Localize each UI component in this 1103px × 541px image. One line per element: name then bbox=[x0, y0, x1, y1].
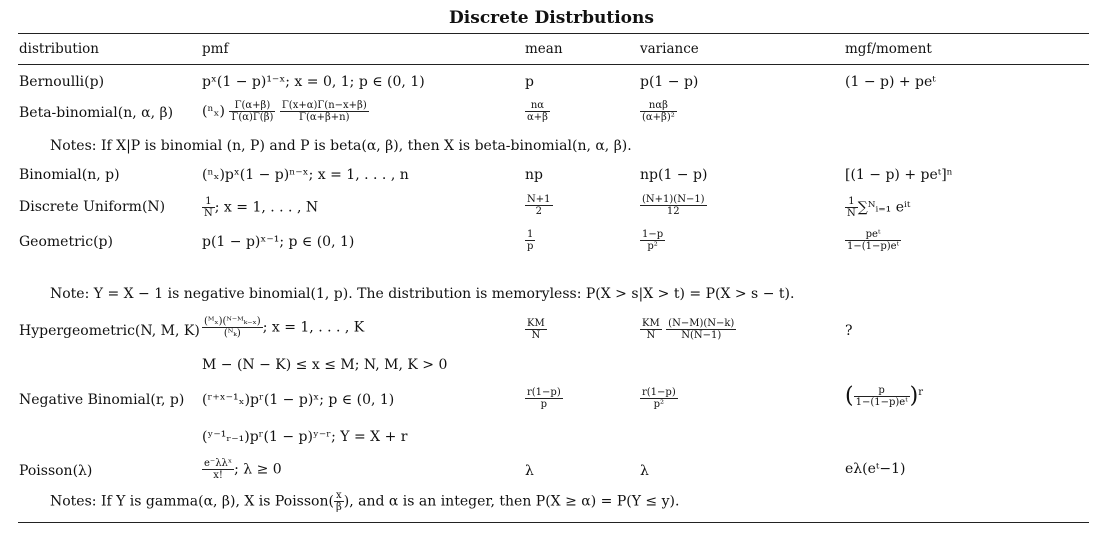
row-negbinomial-mean: $\frac{r(1-p)}{p}$ bbox=[527, 387, 561, 410]
row-bernoulli-mean: p bbox=[525, 74, 534, 90]
header-pmf: pmf bbox=[202, 41, 229, 57]
row-binomial-pmf: (ⁿₓ)pˣ(1 − p)ⁿ⁻ˣ; x = 1, . . . , n bbox=[202, 167, 409, 183]
header-distribution: distribution bbox=[19, 41, 99, 57]
pmf-fraction-2: $\frac{\Gamma(x+\alpha)\Gamma(n-x+\beta)}{\Gamma(\alpha+\beta+n)}$ bbox=[281, 100, 367, 123]
row-geometric-mean: $\frac{1}{p}$ bbox=[527, 229, 534, 252]
row-negbinomial-mgf: ( $\frac{p}{\text{1−(1−p)eᵗ}}$ )$^r$ bbox=[845, 383, 924, 409]
note-geometric: Note: Y = X − 1 is negative binomial(1, p). The distribution is memoryless: P(X > s|X > t) = P(X > s − t). bbox=[50, 286, 795, 302]
row-geometric-pmf: p(1 − p)ˣ⁻¹; p ∈ (0, 1) bbox=[202, 234, 355, 250]
header-mean: mean bbox=[525, 41, 563, 57]
pmf-fraction-1: $\frac{\Gamma(\alpha+\beta)}{\Gamma(\alpha)\Gamma(\beta)}$ bbox=[231, 100, 274, 123]
row-uniform-variance: $\frac{(N+1)(N-1)}{12}$ bbox=[642, 194, 705, 217]
row-hypergeometric-mean: $\frac{KM}{N}$ bbox=[527, 318, 545, 341]
row-poisson-mgf: eλ(eᵗ−1) bbox=[845, 461, 906, 477]
row-binomial-mean: np bbox=[525, 167, 543, 183]
bottom-rule bbox=[18, 522, 1089, 523]
row-betabinomial-mean: $\frac{n\alpha}{\alpha+\beta}$ bbox=[527, 100, 548, 123]
row-negbinomial-variance: $\frac{r(1-p)}{\text{p²}}$ bbox=[642, 387, 676, 410]
row-poisson-variance: λ bbox=[640, 463, 649, 479]
top-rule bbox=[18, 33, 1089, 34]
row-binomial-name: Binomial(n, p) bbox=[19, 167, 120, 183]
row-hypergeometric-name: Hypergeometric(N, M, K) bbox=[19, 323, 200, 339]
row-hypergeometric-mgf: ? bbox=[845, 323, 853, 339]
row-hypergeometric-variance: $\frac{KM}{N}$ $\frac{(N-M)(N-k)}{N(N-1)}$ bbox=[642, 318, 735, 341]
row-poisson-mean: λ bbox=[525, 463, 534, 479]
row-bernoulli-name: Bernoulli(p) bbox=[19, 74, 105, 90]
row-uniform-pmf: $\frac{1}{N}$ ; x = 1, . . . , N bbox=[204, 196, 319, 219]
header-rule bbox=[18, 64, 1089, 65]
row-geometric-mgf: $\frac{\text{peᵗ}}{\text{1−(1−p)eᵗ}}$ bbox=[847, 229, 900, 252]
row-geometric-variance: $\frac{1-p}{\text{p²}}$ bbox=[642, 229, 664, 252]
header-variance: variance bbox=[640, 41, 699, 57]
note-betabinomial: Notes: If X|P is binomial (n, P) and P is beta(α, β), then X is beta-binomial(n, α, β). bbox=[50, 138, 632, 154]
row-negbinomial-name: Negative Binomial(r, p) bbox=[19, 392, 185, 408]
row-hypergeometric-pmf: $\frac{\text{(ᴹₓ)(ᴺ⁻ᴹₖ₋ₓ)}}{\text{(ᴺₖ)}}$ ; x = 1, . . . , K bbox=[204, 316, 365, 339]
row-poisson-name: Poisson(λ) bbox=[19, 463, 93, 479]
row-binomial-variance: np(1 − p) bbox=[640, 167, 708, 183]
row-betabinomial-name: Beta-binomial(n, α, β) bbox=[19, 105, 174, 121]
page-title: Discrete Distrbutions bbox=[449, 8, 654, 28]
pmf-binom: (ⁿₓ) bbox=[202, 103, 225, 120]
row-uniform-mean: $\frac{N+1}{2}$ bbox=[527, 194, 551, 217]
row-bernoulli-variance: p(1 − p) bbox=[640, 74, 699, 90]
note-poisson: Notes: If Y is gamma(α, β), X is Poisson( $\frac{x}{\beta}$ ), and α is an integer, then P(X ≥ α) = P(Y ≤ y). bbox=[50, 490, 680, 513]
row-hypergeometric-pmf-line2: M − (N − K) ≤ x ≤ M; N, M, K > 0 bbox=[202, 357, 448, 373]
row-uniform-mgf: $\frac{1}{N}$ ∑ᴺᵢ₌₁ eⁱᵗ bbox=[847, 196, 911, 219]
row-negbinomial-pmf: (ʳ⁺ˣ⁻¹ₓ)pʳ(1 − p)ˣ; p ∈ (0, 1) bbox=[202, 392, 395, 408]
row-uniform-name: Discrete Uniform(N) bbox=[19, 199, 166, 215]
row-poisson-pmf: $\frac{\text{e⁻λλˣ}}{x!}$ ; λ ≥ 0 bbox=[204, 458, 282, 481]
row-betabinomial-variance: $\frac{\text{nαβ}}{\text{(α+β)²}}$ bbox=[642, 100, 675, 123]
row-binomial-mgf: [(1 − p) + peᵗ]ⁿ bbox=[845, 167, 953, 183]
header-mgf: mgf/moment bbox=[845, 41, 932, 57]
row-negbinomial-pmf-line2: (ʸ⁻¹ᵣ₋₁)pʳ(1 − p)ʸ⁻ʳ; Y = X + r bbox=[202, 429, 408, 445]
row-geometric-name: Geometric(p) bbox=[19, 234, 113, 250]
row-bernoulli-mgf: (1 − p) + peᵗ bbox=[845, 74, 936, 90]
row-bernoulli-pmf: pˣ(1 − p)¹⁻ˣ; x = 0, 1; p ∈ (0, 1) bbox=[202, 74, 425, 90]
row-betabinomial-pmf bbox=[202, 100, 369, 123]
